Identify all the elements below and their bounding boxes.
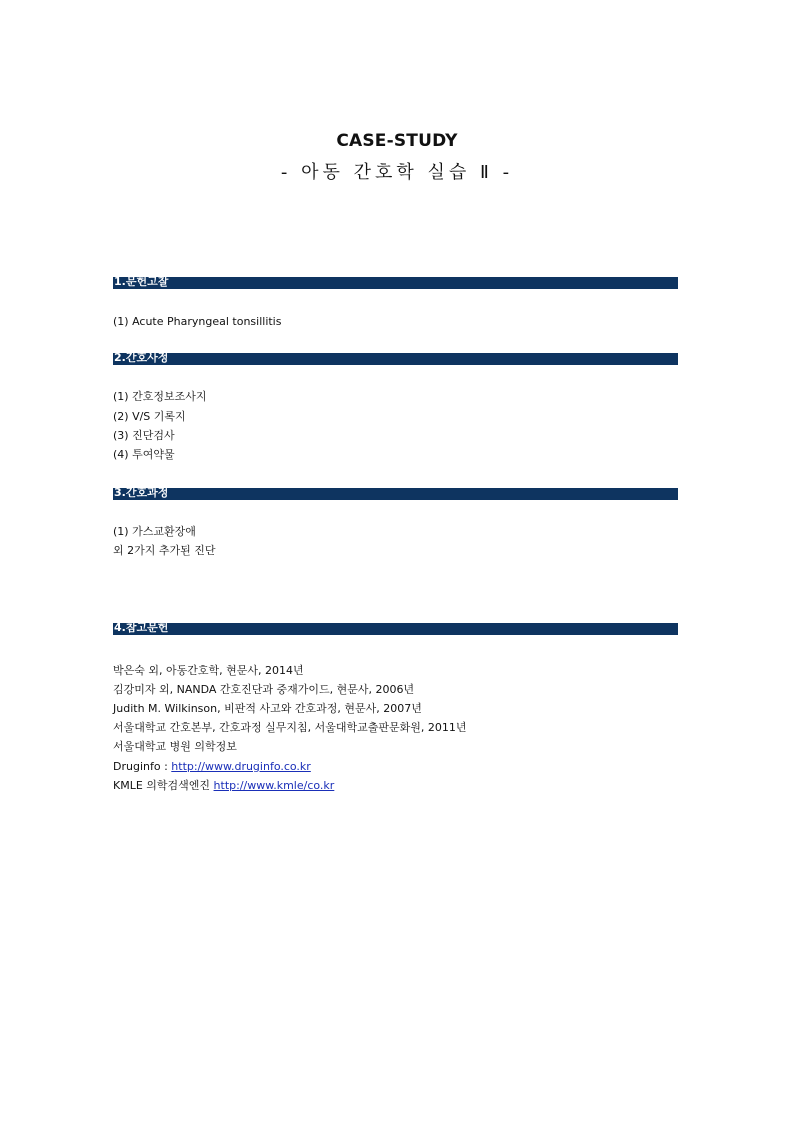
reference-item: 서울대학교 간호본부, 간호과정 실무지침, 서울대학교출판문화원, 2011년 bbox=[113, 721, 467, 734]
kmle-label: KMLE 의학검색엔진 bbox=[113, 779, 214, 792]
reference-item: 서울대학교 병원 의학정보 bbox=[113, 740, 237, 753]
reference-item: Judith M. Wilkinson, 비판적 사고와 간호과정, 현문사, 2007년 bbox=[113, 702, 422, 715]
page-subtitle: - 아동 간호학 실습 Ⅱ - bbox=[280, 162, 514, 183]
section-heading: 1.문헌고찰 bbox=[114, 275, 169, 288]
kmle-link[interactable]: http://www.kmle/co.kr bbox=[213, 779, 335, 792]
page-title: CASE-STUDY bbox=[336, 131, 458, 151]
section-heading: 4.참고문헌 bbox=[114, 621, 169, 634]
section-bar-nursing-process bbox=[113, 488, 678, 500]
section-heading: 2.간호사정 bbox=[114, 351, 169, 364]
reference-kmle bbox=[113, 778, 334, 793]
section-bar-literature-review bbox=[113, 277, 678, 289]
reference-druginfo bbox=[113, 759, 311, 774]
title-block bbox=[0, 130, 794, 185]
section-heading: 3.간호과정 bbox=[114, 486, 169, 499]
list-item: (3) 진단검사 bbox=[113, 429, 175, 442]
list-item: (1) 간호정보조사지 bbox=[113, 390, 207, 403]
druginfo-link[interactable]: http://www.druginfo.co.kr bbox=[171, 760, 311, 773]
druginfo-label: Druginfo : bbox=[113, 760, 172, 773]
section-bar-nursing-assessment bbox=[113, 353, 678, 365]
list-item: (1) 가스교환장애 bbox=[113, 525, 196, 538]
list-item: 외 2가지 추가된 진단 bbox=[113, 544, 216, 557]
list-item: (4) 투여약물 bbox=[113, 448, 175, 461]
list-item: (2) V/S 기록지 bbox=[113, 410, 186, 423]
list-item: (1) Acute Pharyngeal tonsillitis bbox=[113, 315, 282, 328]
reference-item: 김강미자 외, NANDA 간호진단과 중재가이드, 현문사, 2006년 bbox=[113, 683, 415, 696]
section-bar-references bbox=[113, 623, 678, 635]
reference-item: 박은숙 외, 아동간호학, 현문사, 2014년 bbox=[113, 664, 304, 677]
